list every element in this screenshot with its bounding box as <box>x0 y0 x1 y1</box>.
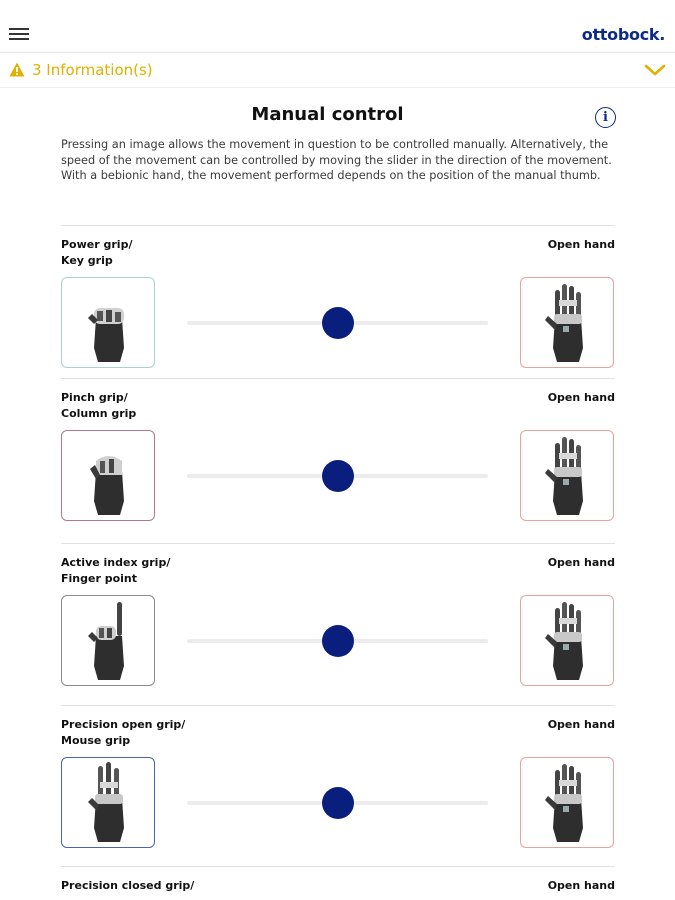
open-hand-image-button[interactable] <box>520 277 614 368</box>
open-hand-image-button[interactable] <box>520 595 614 686</box>
grip-label <box>61 878 194 894</box>
open-hand-icon <box>521 278 613 367</box>
page-description: Pressing an image allows the movement in question to be controlled manually. Alternatively, the speed of the movement can be controlled by moving the slider in the direction of the movement. With a bebionic hand, the movement performed depends on the position of the manual thumb. <box>61 138 612 182</box>
open-hand-icon <box>521 596 613 685</box>
open-hand-label: Open hand <box>547 718 615 731</box>
speed-slider-thumb[interactable] <box>322 460 354 492</box>
grip-label-line2: Finger point <box>61 572 137 585</box>
information-bar[interactable] <box>0 53 675 88</box>
brand-logo: ottobock. <box>581 25 665 44</box>
grip-label-line1: Precision open grip/ <box>61 718 186 731</box>
grip-label <box>61 717 185 749</box>
grip-label-line1: Active index grip/ <box>61 556 171 569</box>
grip-label-line2: Mouse grip <box>61 734 131 747</box>
warning-icon <box>9 62 25 77</box>
row-divider <box>61 378 615 379</box>
grip-image-button[interactable] <box>61 277 155 368</box>
grip-image-button[interactable] <box>61 757 155 848</box>
top-bar <box>0 0 675 53</box>
hand-grip-icon <box>62 758 154 847</box>
row-divider <box>61 705 615 706</box>
speed-slider-thumb[interactable] <box>322 787 354 819</box>
hand-grip-icon <box>62 596 154 685</box>
hand-grip-icon <box>62 431 154 520</box>
grip-label-line1: Precision closed grip/ <box>61 879 195 892</box>
speed-slider-thumb[interactable] <box>322 307 354 339</box>
open-hand-image-button[interactable] <box>520 757 614 848</box>
open-hand-image-button[interactable] <box>520 430 614 521</box>
grip-label-line2: Key grip <box>61 254 113 267</box>
grip-image-button[interactable] <box>61 430 155 521</box>
grip-label-line1: Power grip/ <box>61 238 133 251</box>
row-divider <box>61 225 615 226</box>
grip-label <box>61 390 136 422</box>
page-title: Manual control <box>251 104 404 125</box>
speed-slider-thumb[interactable] <box>322 625 354 657</box>
grip-image-button[interactable] <box>61 595 155 686</box>
grip-label-line2: Column grip <box>61 407 137 420</box>
info-icon[interactable]: i <box>595 107 616 128</box>
grip-label <box>61 555 170 587</box>
open-hand-label: Open hand <box>547 879 615 892</box>
row-divider <box>61 866 615 867</box>
open-hand-label: Open hand <box>547 391 615 404</box>
open-hand-label: Open hand <box>547 238 615 251</box>
grip-label <box>61 237 132 269</box>
row-divider <box>61 543 615 544</box>
chevron-down-icon[interactable] <box>644 63 666 77</box>
hand-grip-icon <box>62 278 154 367</box>
open-hand-icon <box>521 758 613 847</box>
information-count: 3 Information(s) <box>32 61 153 79</box>
open-hand-icon <box>521 431 613 520</box>
open-hand-label: Open hand <box>547 556 615 569</box>
hamburger-icon[interactable] <box>9 28 29 40</box>
grip-label-line1: Pinch grip/ <box>61 391 128 404</box>
